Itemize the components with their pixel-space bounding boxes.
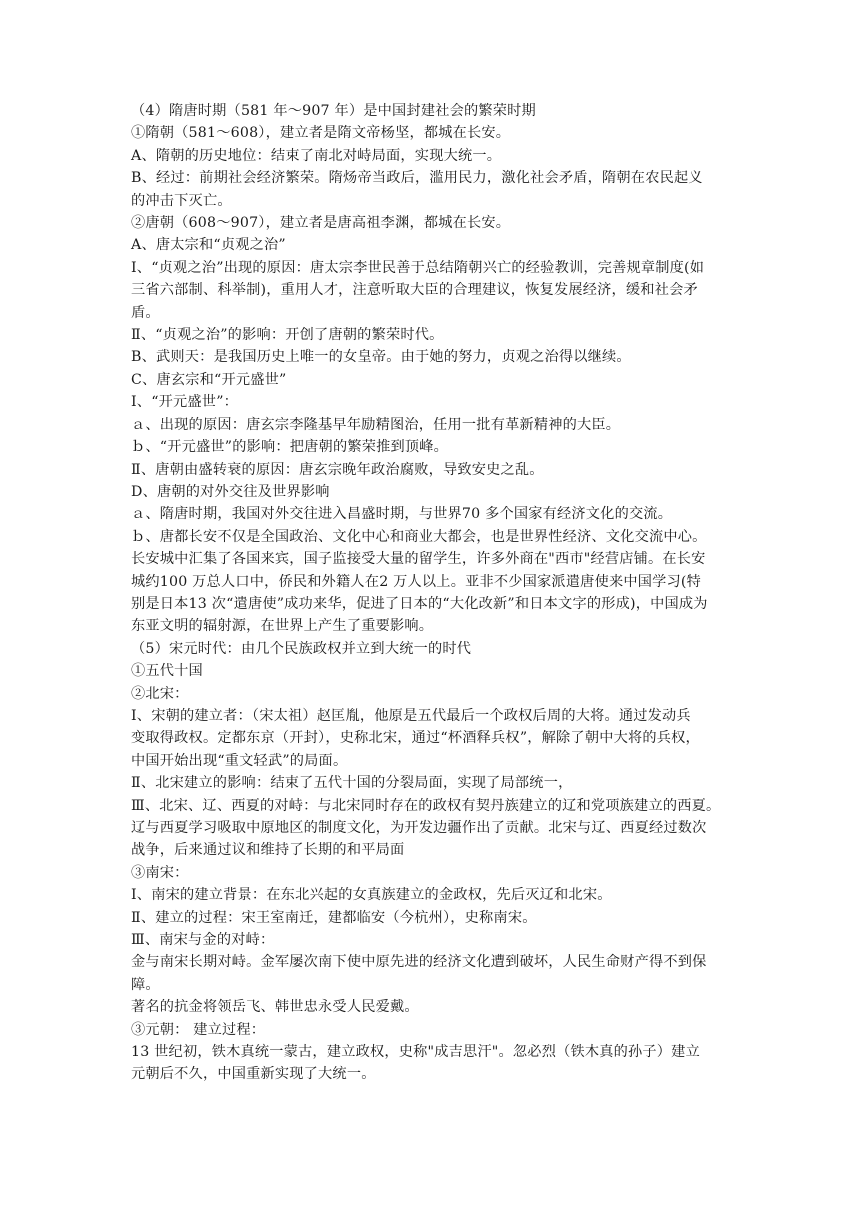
- text-line: Ⅰ、“开元盛世”：: [131, 394, 239, 411]
- heading-song-yuan-period: （5）宋元时代：由几个民族政权并立到大统一的时代: [131, 640, 472, 657]
- text-line: Ⅲ、北宋、辽、西夏的对峙：与北宋同时存在的政权有契丹族建立的辽和党项族建立的西夏。: [131, 797, 721, 814]
- text-line: Ⅱ、建立的过程：宋王室南迁，建都临安（今杭州），史称南宋。: [131, 909, 537, 926]
- text-line: Ⅱ、北宋建立的影响：结束了五代十国的分裂局面，实现了局部统一，: [131, 775, 573, 792]
- text-line: B、武则天：是我国历史上唯一的女皇帝。由于她的努力，贞观之治得以继续。: [131, 349, 631, 366]
- heading-sui-tang-period: （4）隋唐时期（581 年～907 年）是中国封建社会的繁荣时期: [131, 103, 536, 119]
- text-line: 的冲击下灭亡。: [131, 192, 232, 209]
- text-line: Ⅰ、“贞观之治”出现的原因：唐太宗李世民善于总结隋朝兴亡的经验教训，完善规章制度(如: [131, 259, 705, 276]
- text-line: 金与南宋长期对峙。金军屡次南下使中原先进的经济文化遭到破坏，人民生命财产得不到保: [131, 954, 707, 971]
- text-line: Ⅰ、南宋的建立背景：在东北兴起的女真族建立的金政权，先后灭辽和北宋。: [131, 887, 612, 904]
- text-line: ａ、出现的原因：唐玄宗李隆基早年励精图治，任用一批有革新精神的大臣。: [131, 416, 621, 433]
- text-line: A、唐太宗和“贞观之治”: [131, 237, 286, 254]
- text-line: B、经过：前期社会经济繁荣。隋炀帝当政后，滥用民力，激化社会矛盾，隋朝在农民起义: [131, 170, 703, 187]
- text-line: Ⅱ、“贞观之治”的影响：开创了唐朝的繁荣时代。: [131, 327, 444, 344]
- text-line: 变取得政权。定都东京（开封），史称北宋，通过“杯酒释兵权”，解除了朝中大将的兵权，: [131, 730, 700, 747]
- text-line: Ⅲ、南宋与金的对峙：: [131, 932, 275, 949]
- document-body: [131, 100, 731, 1086]
- text-line: Ⅱ、唐朝由盛转衰的原因：唐玄宗晚年政治腐败，导致安史之乱。: [131, 461, 544, 478]
- text-line: C、唐玄宗和“开元盛世”: [131, 371, 287, 388]
- text-line: 盾。: [131, 304, 160, 321]
- text-line: ｂ、唐都长安不仅是全国政治、文化中心和商业大都会，也是世界性经济、文化交流中心。: [131, 528, 707, 545]
- text-line: 三省六部制、科举制)，重用人才，注意听取大臣的合理建议，恢复发展经济，缓和社会矛: [131, 282, 698, 299]
- text-line: 辽与西夏学习吸取中原地区的制度文化，为开发边疆作出了贡献。北宋与辽、西夏经过数次: [131, 820, 707, 836]
- text-line: ａ、隋唐时期，我国对外交往进入昌盛时期，与世界70 多个国家有经济文化的交流。: [131, 506, 673, 523]
- text-line: ③南宋：: [131, 864, 189, 881]
- text-line: 战争，后来通过议和维持了长期的和平局面: [131, 842, 405, 859]
- text-line: ③元朝： 建立过程：: [131, 1021, 266, 1038]
- text-line: 元朝后不久，中国重新实现了大统一。: [131, 1066, 376, 1083]
- text-line: D、唐朝的对外交往及世界影响: [131, 483, 330, 500]
- text-line: 城约100 万总人口中，侨民和外籍人在2 万人以上。亚非不少国家派遣唐使来中国学习(特: [131, 573, 702, 590]
- text-line: 东亚文明的辐射源，在世界上产生了重要影响。: [131, 618, 434, 635]
- text-line: ｂ、“开元盛世”的影响：把唐朝的繁荣推到顶峰。: [131, 439, 449, 456]
- text-line: 中国开始出现“重文轻武”的局面。: [131, 752, 348, 769]
- text-line: 长安城中汇集了各国来宾，国子监接受大量的留学生，许多外商在"西市"经营店铺。在长安: [131, 551, 706, 568]
- text-line: A、隋朝的历史地位：结束了南北对峙局面，实现大统一。: [131, 147, 502, 164]
- text-line: 13 世纪初，铁木真统一蒙古，建立政权，史称"成吉思汗"。忽必烈（铁木真的孙子）建立: [131, 1044, 700, 1061]
- text-line: Ⅰ、宋朝的建立者：（宋太祖）赵匡胤，他原是五代最后一个政权后周的大将。通过发动兵: [131, 707, 691, 724]
- text-line: ②唐朝（608～907），建立者是唐高祖李渊，都城在长安。: [131, 215, 511, 232]
- text-line: ①五代十国: [131, 663, 203, 680]
- text-line: 著名的抗金将领岳飞、韩世忠永受人民爱戴。: [131, 999, 419, 1016]
- text-line: ②北宋：: [131, 685, 189, 702]
- text-line: 别是日本13 次“遣唐使”成功来华，促进了日本的“大化改新”和日本文字的形成)，中国成为: [131, 595, 708, 612]
- text-line: 障。: [131, 976, 160, 993]
- text-line: ①隋朝（581～608），建立者是隋文帝杨坚，都城在长安。: [131, 125, 511, 142]
